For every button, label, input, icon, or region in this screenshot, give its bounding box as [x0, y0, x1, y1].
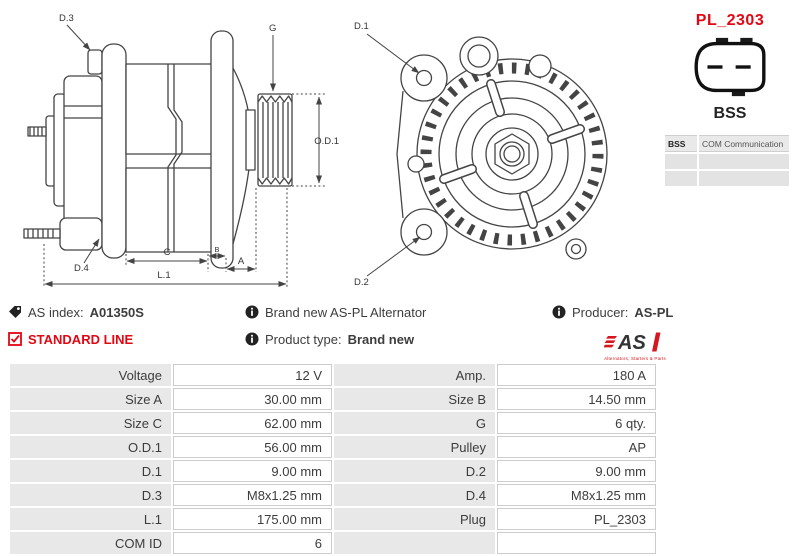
spec-row [10, 508, 656, 530]
info-column-producer [552, 304, 673, 361]
dim-label-l1: L.1 [157, 270, 171, 281]
spec-label-cell: Amp. [334, 364, 495, 386]
tag-icon [8, 305, 22, 319]
spec-value-cell: 6 qty. [497, 412, 656, 434]
product-type-value: Brand new [347, 331, 415, 347]
spec-label-cell: Size C [10, 412, 171, 434]
spec-value-cell: 30.00 mm [173, 388, 332, 410]
spec-label-cell: D.4 [334, 484, 495, 506]
com-value-cell: COM Communication [699, 135, 789, 152]
com-row [665, 135, 789, 152]
checked-box-icon [8, 332, 22, 346]
svg-text:AS: AS [618, 332, 646, 353]
spec-label-cell: Size A [10, 388, 171, 410]
spec-label-cell: O.D.1 [10, 436, 171, 458]
spec-label-cell: Voltage [10, 364, 171, 386]
com-value-cell [699, 171, 789, 186]
spec-label-cell: Pulley [334, 436, 495, 458]
plug-panel [663, 12, 797, 188]
spec-row [10, 388, 656, 410]
spec-row [10, 436, 656, 458]
info-icon [245, 305, 259, 319]
spec-row [10, 484, 656, 506]
spec-label-cell: COM ID [10, 532, 171, 554]
spec-label-cell: Plug [334, 508, 495, 530]
product-type-label: Product type: [265, 331, 342, 347]
plug-connector-icon [688, 36, 772, 98]
producer-value: AS-PL [634, 304, 674, 320]
info-column-index [8, 304, 144, 358]
spec-value-cell: 180 A [497, 364, 656, 386]
spec-value-cell: AP [497, 436, 656, 458]
info-column-product [245, 304, 426, 358]
dim-label-a: A [237, 256, 245, 267]
com-table-body [665, 135, 789, 186]
hole-left [408, 156, 424, 172]
producer-label: Producer: [572, 304, 629, 320]
as-pl-logo [600, 331, 670, 361]
dim-label-od1: O.D.1 [314, 136, 339, 147]
com-row [665, 154, 789, 169]
com-value-cell [699, 154, 789, 169]
spec-value-cell: 56.00 mm [173, 436, 332, 458]
dim-label-d2: D.2 [354, 277, 369, 288]
dim-label-d3: D.3 [59, 13, 74, 24]
spec-table-body [10, 364, 656, 554]
spec-value-cell: 14.50 mm [497, 388, 656, 410]
spec-label-cell: D.3 [10, 484, 171, 506]
mount-hole-d2 [417, 225, 432, 240]
spec-value-cell: 12 V [173, 364, 332, 386]
spec-value-cell: M8x1.25 mm [497, 484, 656, 506]
dim-label-c: C [163, 247, 171, 258]
info-icon [245, 332, 259, 346]
spec-label-cell: G [334, 412, 495, 434]
com-key-cell: BSS [665, 135, 697, 152]
as-pl-logo-mark [604, 331, 666, 353]
d3-bolt [88, 50, 102, 74]
spec-row [10, 412, 656, 434]
spec-row [10, 460, 656, 482]
lower-stud [24, 229, 60, 238]
standard-line-badge: STANDARD LINE [28, 331, 134, 347]
connector-type-label: BSS [713, 105, 747, 122]
spec-value-cell: 6 [173, 532, 332, 554]
hole-top-right [529, 55, 551, 77]
spec-label-cell: D.1 [10, 460, 171, 482]
brand-new-text: Brand new AS-PL Alternator [265, 304, 427, 320]
dim-label-d1: D.1 [354, 21, 369, 32]
dim-label-b: B [214, 245, 220, 254]
spec-label-cell [334, 532, 495, 554]
spec-table [8, 362, 658, 556]
spec-row [10, 364, 656, 386]
dim-label-g: G [269, 23, 277, 34]
alternator-front-view-drawing [344, 6, 660, 294]
shaft-washer [246, 110, 255, 170]
spec-label-cell: L.1 [10, 508, 171, 530]
rear-housing [64, 76, 102, 226]
as-pl-logo-subtext: Alternators, Starters & Parts [604, 356, 666, 361]
com-row [665, 171, 789, 186]
spec-label-cell: Size B [334, 388, 495, 410]
rear-bracket [102, 44, 126, 258]
body-lower [126, 168, 214, 252]
spec-row [10, 532, 656, 554]
alternator-side-view-drawing [4, 6, 340, 294]
com-key-cell [665, 154, 697, 169]
spec-value-cell: 9.00 mm [173, 460, 332, 482]
spec-value-cell: 9.00 mm [497, 460, 656, 482]
spec-value-cell: 175.00 mm [173, 508, 332, 530]
spec-value-cell: PL_2303 [497, 508, 656, 530]
com-communication-table [663, 133, 791, 188]
spec-value-cell: M8x1.25 mm [173, 484, 332, 506]
as-index-label: AS index: [28, 304, 84, 320]
info-icon [552, 305, 566, 319]
front-bracket [211, 31, 233, 268]
rear-stud [28, 127, 46, 136]
spec-value-cell [497, 532, 656, 554]
spec-label-cell: D.2 [334, 460, 495, 482]
dim-label-d4: D.4 [74, 263, 89, 274]
spec-value-cell: 62.00 mm [173, 412, 332, 434]
as-index-value: A01350S [89, 304, 144, 320]
com-key-cell [665, 171, 697, 186]
plug-code-link[interactable]: PL_2303 [695, 12, 765, 29]
